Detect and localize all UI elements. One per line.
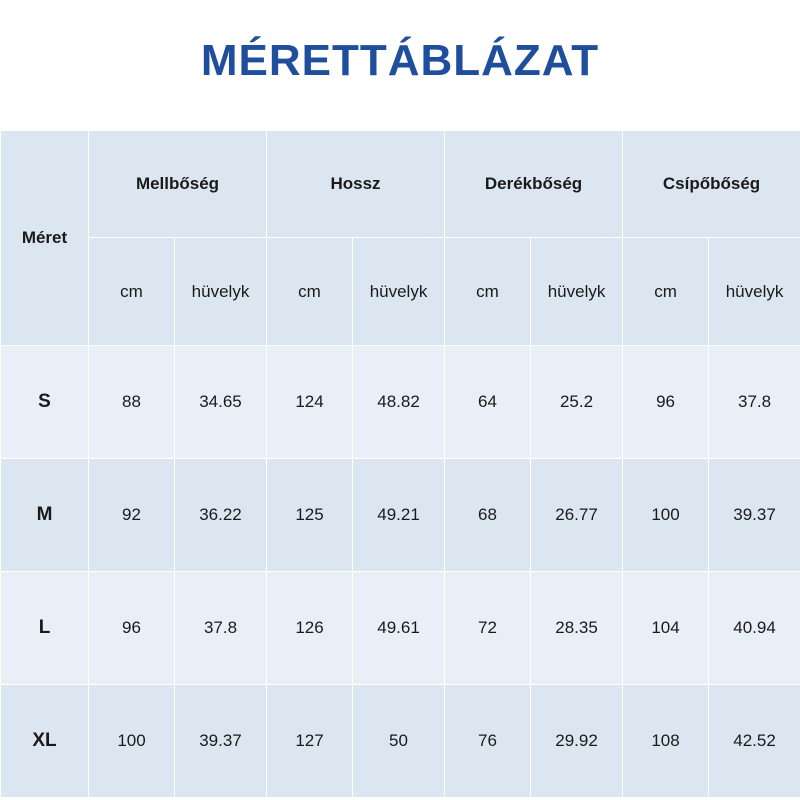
cell-waist-cm: 72 [445,572,531,685]
row-size-label: L [1,572,89,685]
table-row [1,572,800,685]
table-header-group-row [1,131,800,238]
header-size-corner: Méret [1,131,89,346]
cell-length-cm: 124 [267,346,353,459]
cell-length-inch: 49.61 [353,572,445,685]
header-unit-waist-cm: cm [445,238,531,346]
cell-waist-inch: 28.35 [531,572,623,685]
header-unit-hip-inch: hüvelyk [709,238,800,346]
header-unit-hip-cm: cm [623,238,709,346]
header-group-bust: Mellbőség [89,131,267,238]
table-row [1,459,800,572]
header-unit-bust-inch: hüvelyk [175,238,267,346]
cell-bust-inch: 36.22 [175,459,267,572]
cell-bust-cm: 92 [89,459,175,572]
row-size-label: S [1,346,89,459]
cell-waist-inch: 25.2 [531,346,623,459]
row-size-label: M [1,459,89,572]
cell-hip-cm: 100 [623,459,709,572]
table-row [1,685,800,798]
cell-bust-inch: 34.65 [175,346,267,459]
cell-length-cm: 126 [267,572,353,685]
cell-waist-inch: 29.92 [531,685,623,798]
cell-hip-inch: 39.37 [709,459,800,572]
cell-waist-cm: 64 [445,346,531,459]
header-unit-bust-cm: cm [89,238,175,346]
cell-hip-cm: 96 [623,346,709,459]
header-group-hip: Csípőbőség [623,131,800,238]
cell-bust-inch: 39.37 [175,685,267,798]
cell-length-inch: 50 [353,685,445,798]
cell-waist-cm: 76 [445,685,531,798]
cell-bust-cm: 88 [89,346,175,459]
cell-bust-inch: 37.8 [175,572,267,685]
header-unit-waist-inch: hüvelyk [531,238,623,346]
cell-length-cm: 125 [267,459,353,572]
cell-bust-cm: 96 [89,572,175,685]
table-row [1,346,800,459]
size-table-container [0,130,800,798]
page-title: MÉRETTÁBLÁZAT [200,36,600,85]
header-group-waist: Derékbőség [445,131,623,238]
cell-hip-cm: 104 [623,572,709,685]
size-table [0,130,800,798]
cell-waist-cm: 68 [445,459,531,572]
cell-length-cm: 127 [267,685,353,798]
header-unit-length-inch: hüvelyk [353,238,445,346]
cell-waist-inch: 26.77 [531,459,623,572]
cell-hip-inch: 40.94 [709,572,800,685]
cell-bust-cm: 100 [89,685,175,798]
row-size-label: XL [1,685,89,798]
cell-length-inch: 49.21 [353,459,445,572]
cell-hip-cm: 108 [623,685,709,798]
cell-hip-inch: 37.8 [709,346,800,459]
header-group-length: Hossz [267,131,445,238]
cell-length-inch: 48.82 [353,346,445,459]
cell-hip-inch: 42.52 [709,685,800,798]
header-unit-length-cm: cm [267,238,353,346]
table-header-unit-row [1,238,800,346]
